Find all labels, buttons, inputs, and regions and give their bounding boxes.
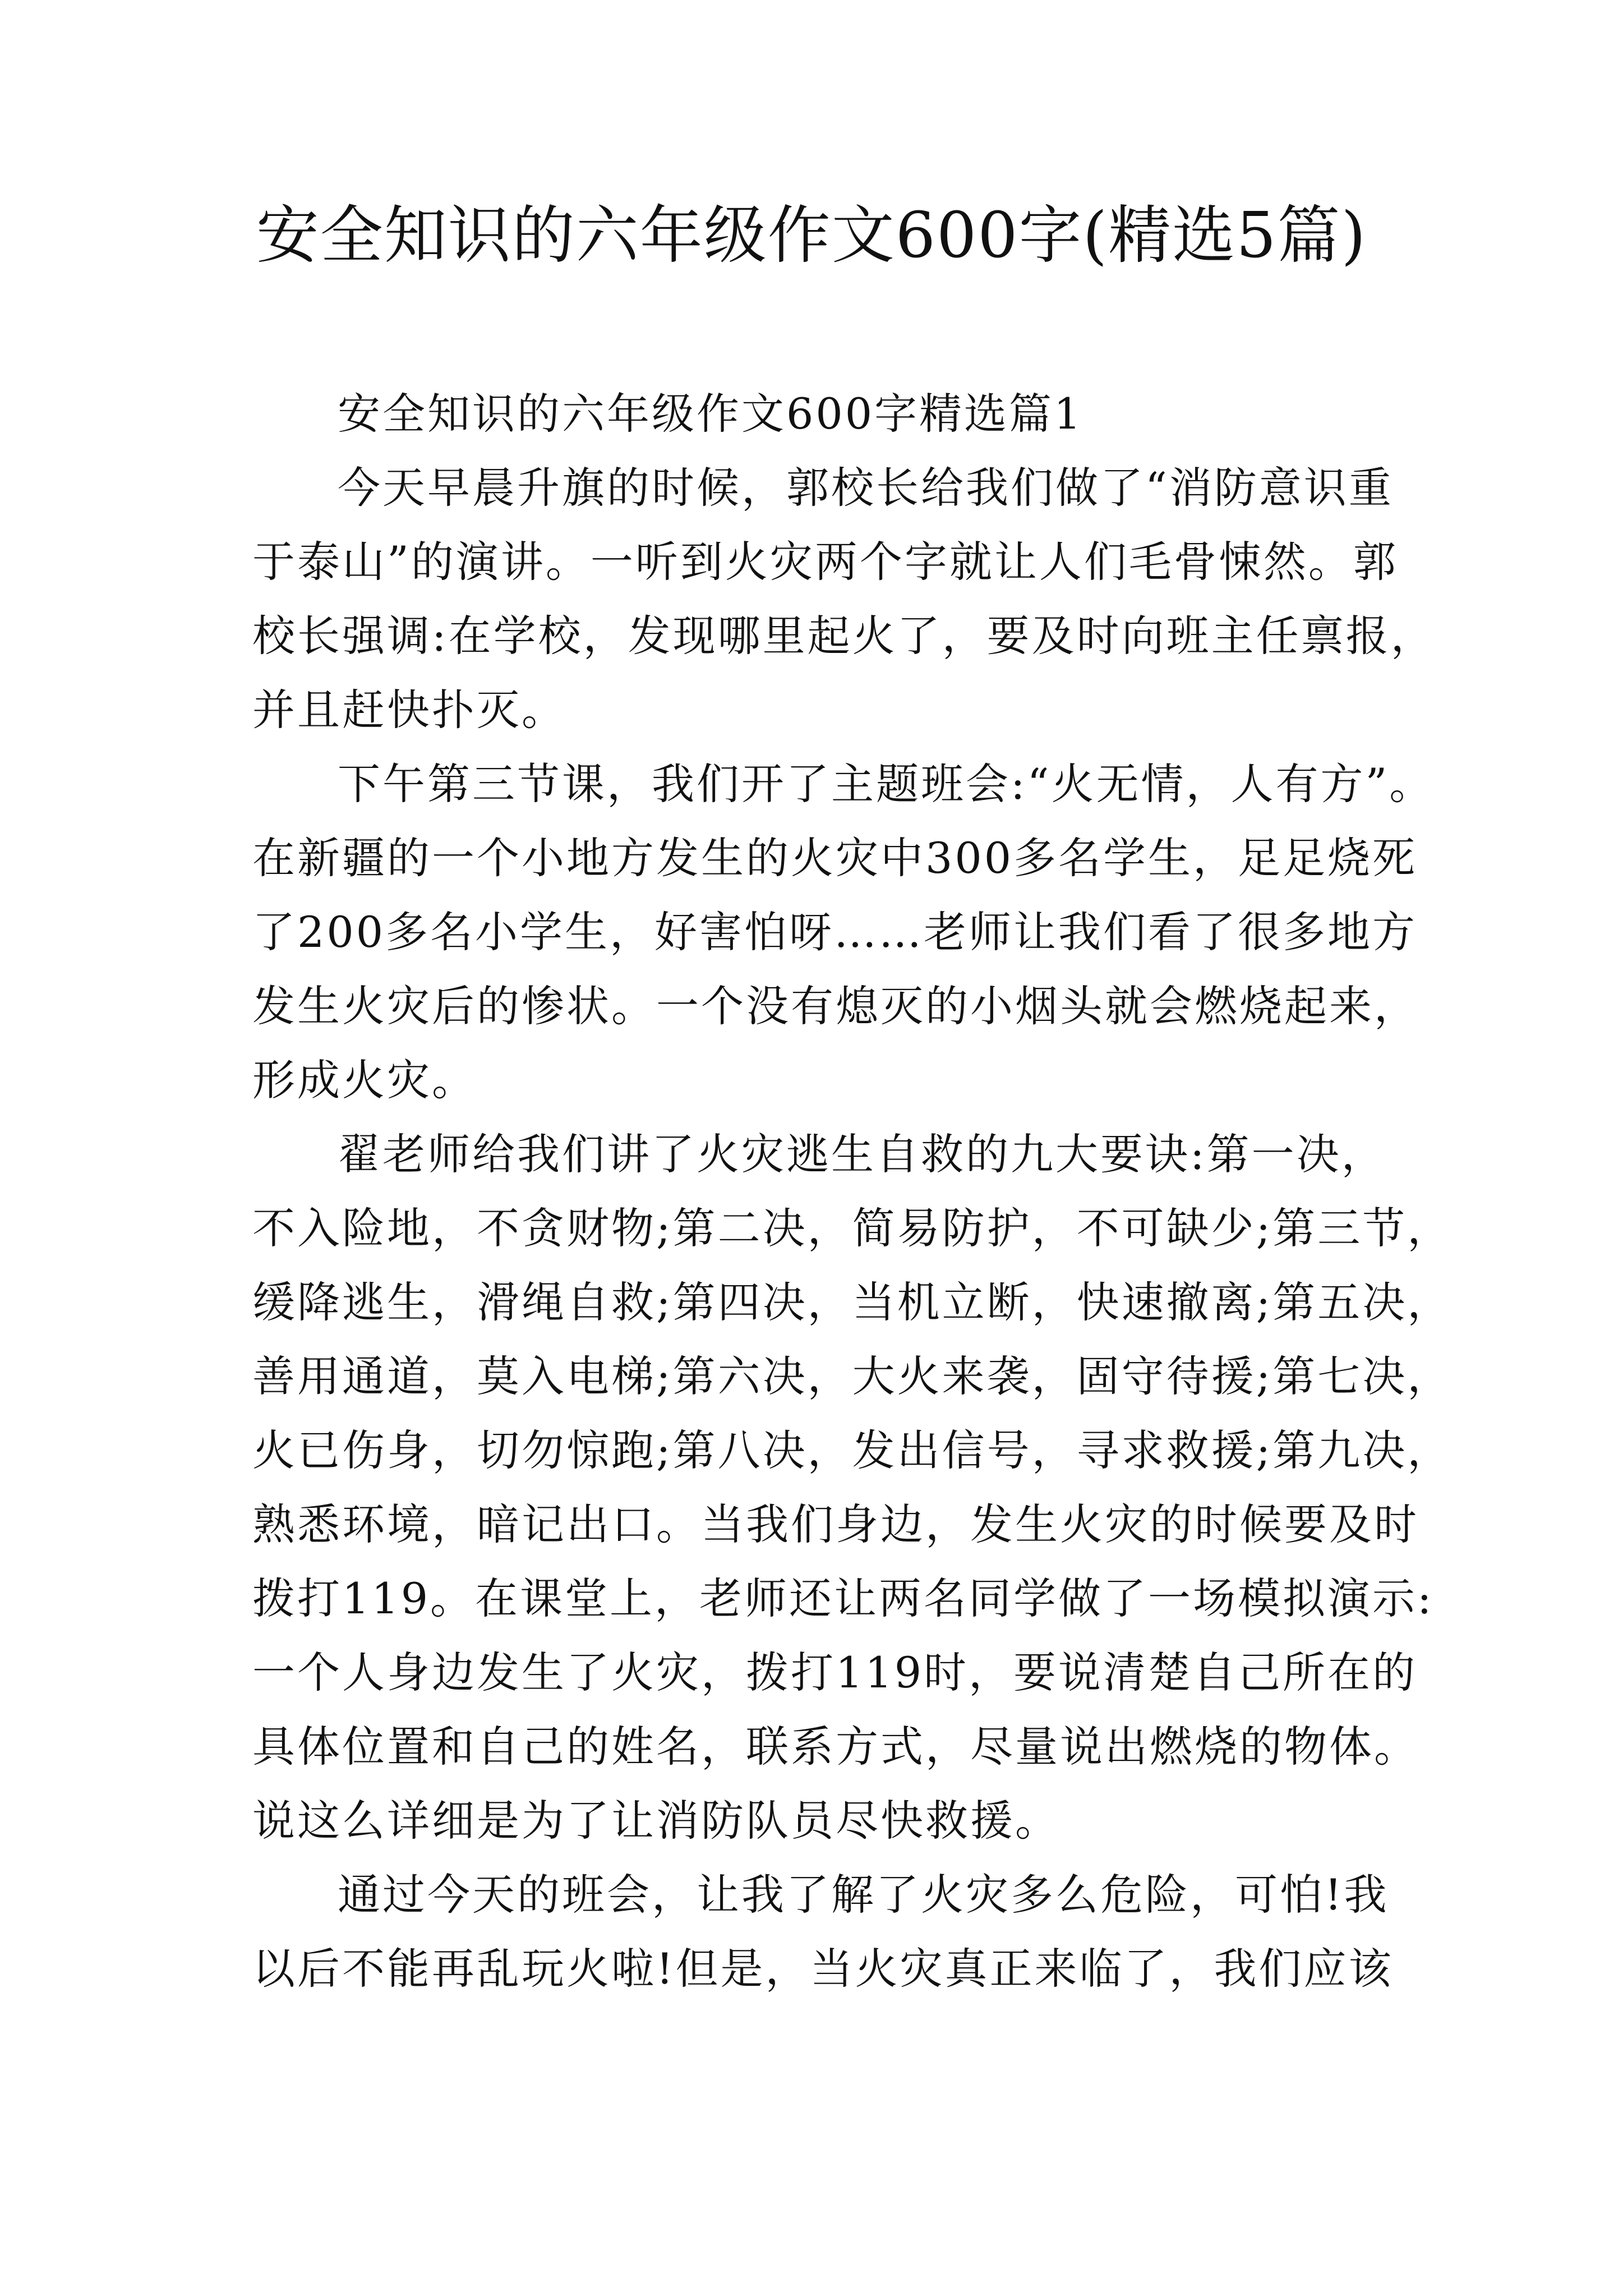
paragraph-line: 于泰山”的演讲。一听到火灾两个字就让人们毛骨悚然。郭	[252, 537, 1398, 587]
paragraph-line: 下午第三节课，我们开了主题班会:“火无情，人有方”。	[338, 759, 1435, 809]
paragraph-line: 善用通道，莫入电梯;第六决，大火来袭，固守待援;第七决，	[252, 1351, 1453, 1401]
document-body	[252, 377, 1453, 2006]
paragraph-line: 火已伤身，切勿惊跑;第八决，发出信号，寻求救援;第九决，	[252, 1425, 1453, 1475]
paragraph-line: 翟老师给我们讲了火灾逃生自救的九大要诀:第一决，	[338, 1129, 1386, 1179]
paragraph-line: 熟悉环境，暗记出口。当我们身边，发生火灾的时候要及时	[252, 1499, 1419, 1549]
paragraph-line: 不入险地，不贪财物;第二决，简易防护，不可缺少;第三节，	[252, 1203, 1453, 1253]
paragraph-line: 一个人身边发生了火灾，拨打119时，要说清楚自己所在的	[252, 1648, 1418, 1697]
paragraph-line: 具体位置和自己的姓名，联系方式，尽量说出燃烧的物体。	[252, 1722, 1419, 1772]
paragraph-line: 通过今天的班会，让我了解了火灾多么危险，可怕!我	[338, 1870, 1389, 1920]
paragraph-line: 了200多名小学生，好害怕呀……老师让我们看了很多地方	[252, 907, 1418, 957]
paragraph-line: 在新疆的一个小地方发生的火灾中300多名学生，足足烧死	[252, 833, 1418, 883]
paragraph-line: 以后不能再乱玩火啦!但是，当火灾真正来临了，我们应该	[252, 1944, 1394, 1994]
paragraph-line: 发生火灾后的惨状。一个没有熄灭的小烟头就会燃烧起来，	[252, 981, 1419, 1031]
paragraph-line: 校长强调:在学校，发现哪里起火了，要及时向班主任禀报，	[252, 611, 1436, 661]
paragraph-line: 说这么详细是为了让消防队员尽快救援。	[252, 1796, 1060, 1846]
paragraph-line: 拨打119。在课堂上，老师还让两名同学做了一场模拟演示:	[252, 1573, 1434, 1623]
paragraph-line: 形成火灾。	[252, 1055, 477, 1105]
paragraph-line: 并且赶快扑灭。	[252, 685, 566, 735]
paragraph-line: 今天早晨升旗的时候，郭校长给我们做了“消防意识重	[338, 463, 1394, 513]
document-title: 安全知识的六年级作文600字(精选5篇)	[256, 199, 1367, 272]
section-heading: 安全知识的六年级作文600字精选篇1	[338, 389, 1083, 439]
paragraph-line: 缓降逃生，滑绳自救;第四决，当机立断，快速撤离;第五决，	[252, 1277, 1453, 1327]
